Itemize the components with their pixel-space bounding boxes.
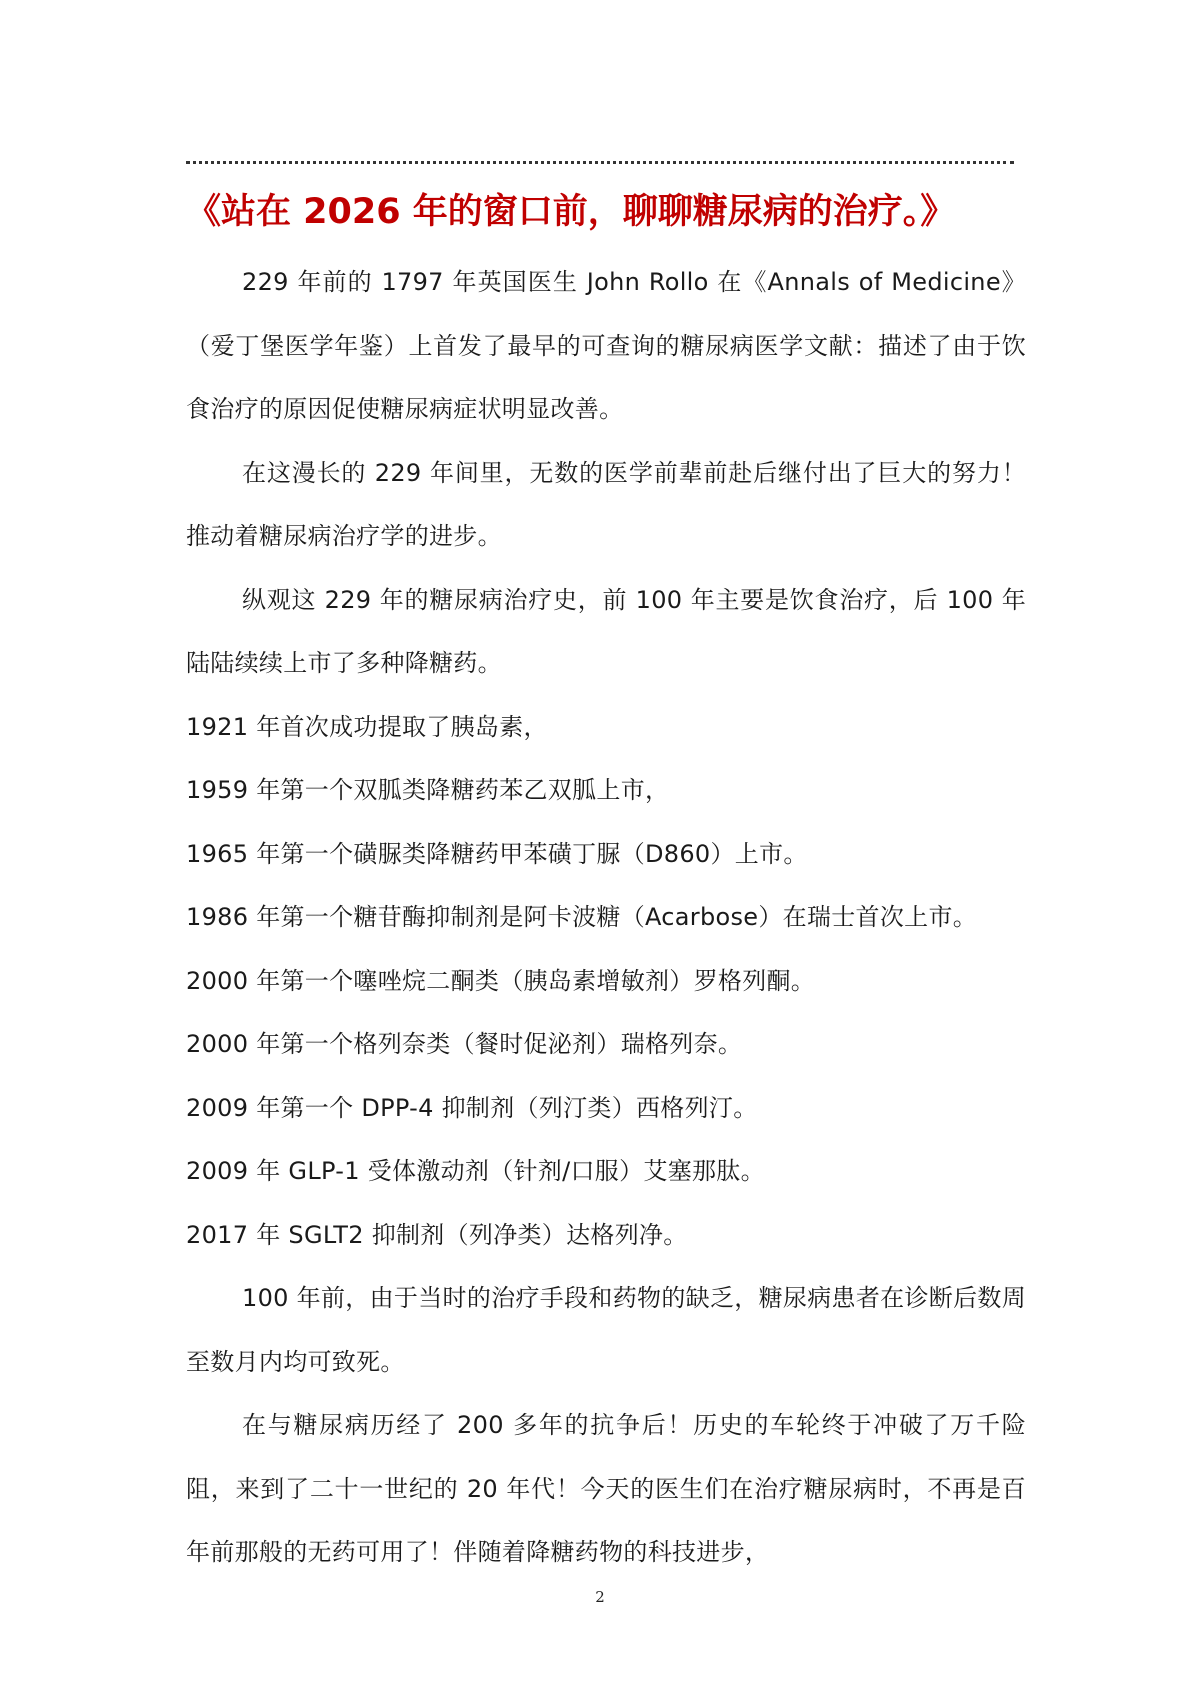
modern-era-paragraph: 在与糖尿病历经了 200 多年的抗争后！历史的车轮终于冲破了万千险阻，来到了二十一世纪的 20 年代！今天的医生们在治疗糖尿病时，不再是百年前那般的无药可用了！伴随着降糖药物的科技进步，: [186, 1411, 1026, 1566]
timeline-item-2017: 2017 年 SGLT2 抑制剂（列净类）达格列净。: [186, 1220, 688, 1249]
overview-paragraph: 纵观这 229 年的糖尿病治疗史，前 100 年主要是饮食治疗，后 100 年陆陆续续上市了多种降糖药。: [186, 585, 1026, 677]
timeline-item-2009-a: 2009 年第一个 DPP-4 抑制剂（列汀类）西格列汀。: [186, 1093, 758, 1122]
timeline-item-2000-a: 2000 年第一个噻唑烷二酮类（胰岛素增敏剂）罗格列酮。: [186, 966, 816, 995]
article-title: 《站在 2026 年的窗口前，聊聊糖尿病的治疗。》: [186, 192, 956, 232]
timeline-item-1959: 1959 年第一个双胍类降糖药苯乙双胍上市，: [186, 776, 670, 804]
century-ago-paragraph: 100 年前，由于当时的治疗手段和药物的缺乏，糖尿病患者在诊断后数周至数月内均可致死。: [186, 1284, 1026, 1376]
page-number: 2: [595, 1588, 605, 1606]
timeline-item-1921: 1921 年首次成功提取了胰岛素，: [186, 712, 548, 741]
timeline-item-1986: 1986 年第一个糖苷酶抑制剂是阿卡波糖（Acarbose）在瑞士首次上市。: [186, 903, 978, 931]
timeline-item-2000-b: 2000 年第一个格列奈类（餐时促泌剂）瑞格列奈。: [186, 1030, 743, 1058]
article-body: [186, 251, 1026, 1585]
history-paragraph: 在这漫长的 229 年间里，无数的医学前辈前赴后继付出了巨大的努力！推动着糖尿病治疗学的进步。: [186, 458, 1026, 550]
timeline-item-2009-b: 2009 年 GLP-1 受体激动剂（针剂/口服）艾塞那肽。: [186, 1157, 765, 1185]
timeline-item-1965: 1965 年第一个磺脲类降糖药甲苯磺丁脲（D860）上市。: [186, 839, 808, 868]
dotted-separator: [186, 161, 1014, 164]
intro-paragraph: 229 年前的 1797 年英国医生 John Rollo 在《Annals of Medicine》（爱丁堡医学年鉴）上首发了最早的可查询的糖尿病医学文献：描述了由于饮食治疗的原因促使糖尿病症状明显改善。: [186, 268, 1026, 423]
